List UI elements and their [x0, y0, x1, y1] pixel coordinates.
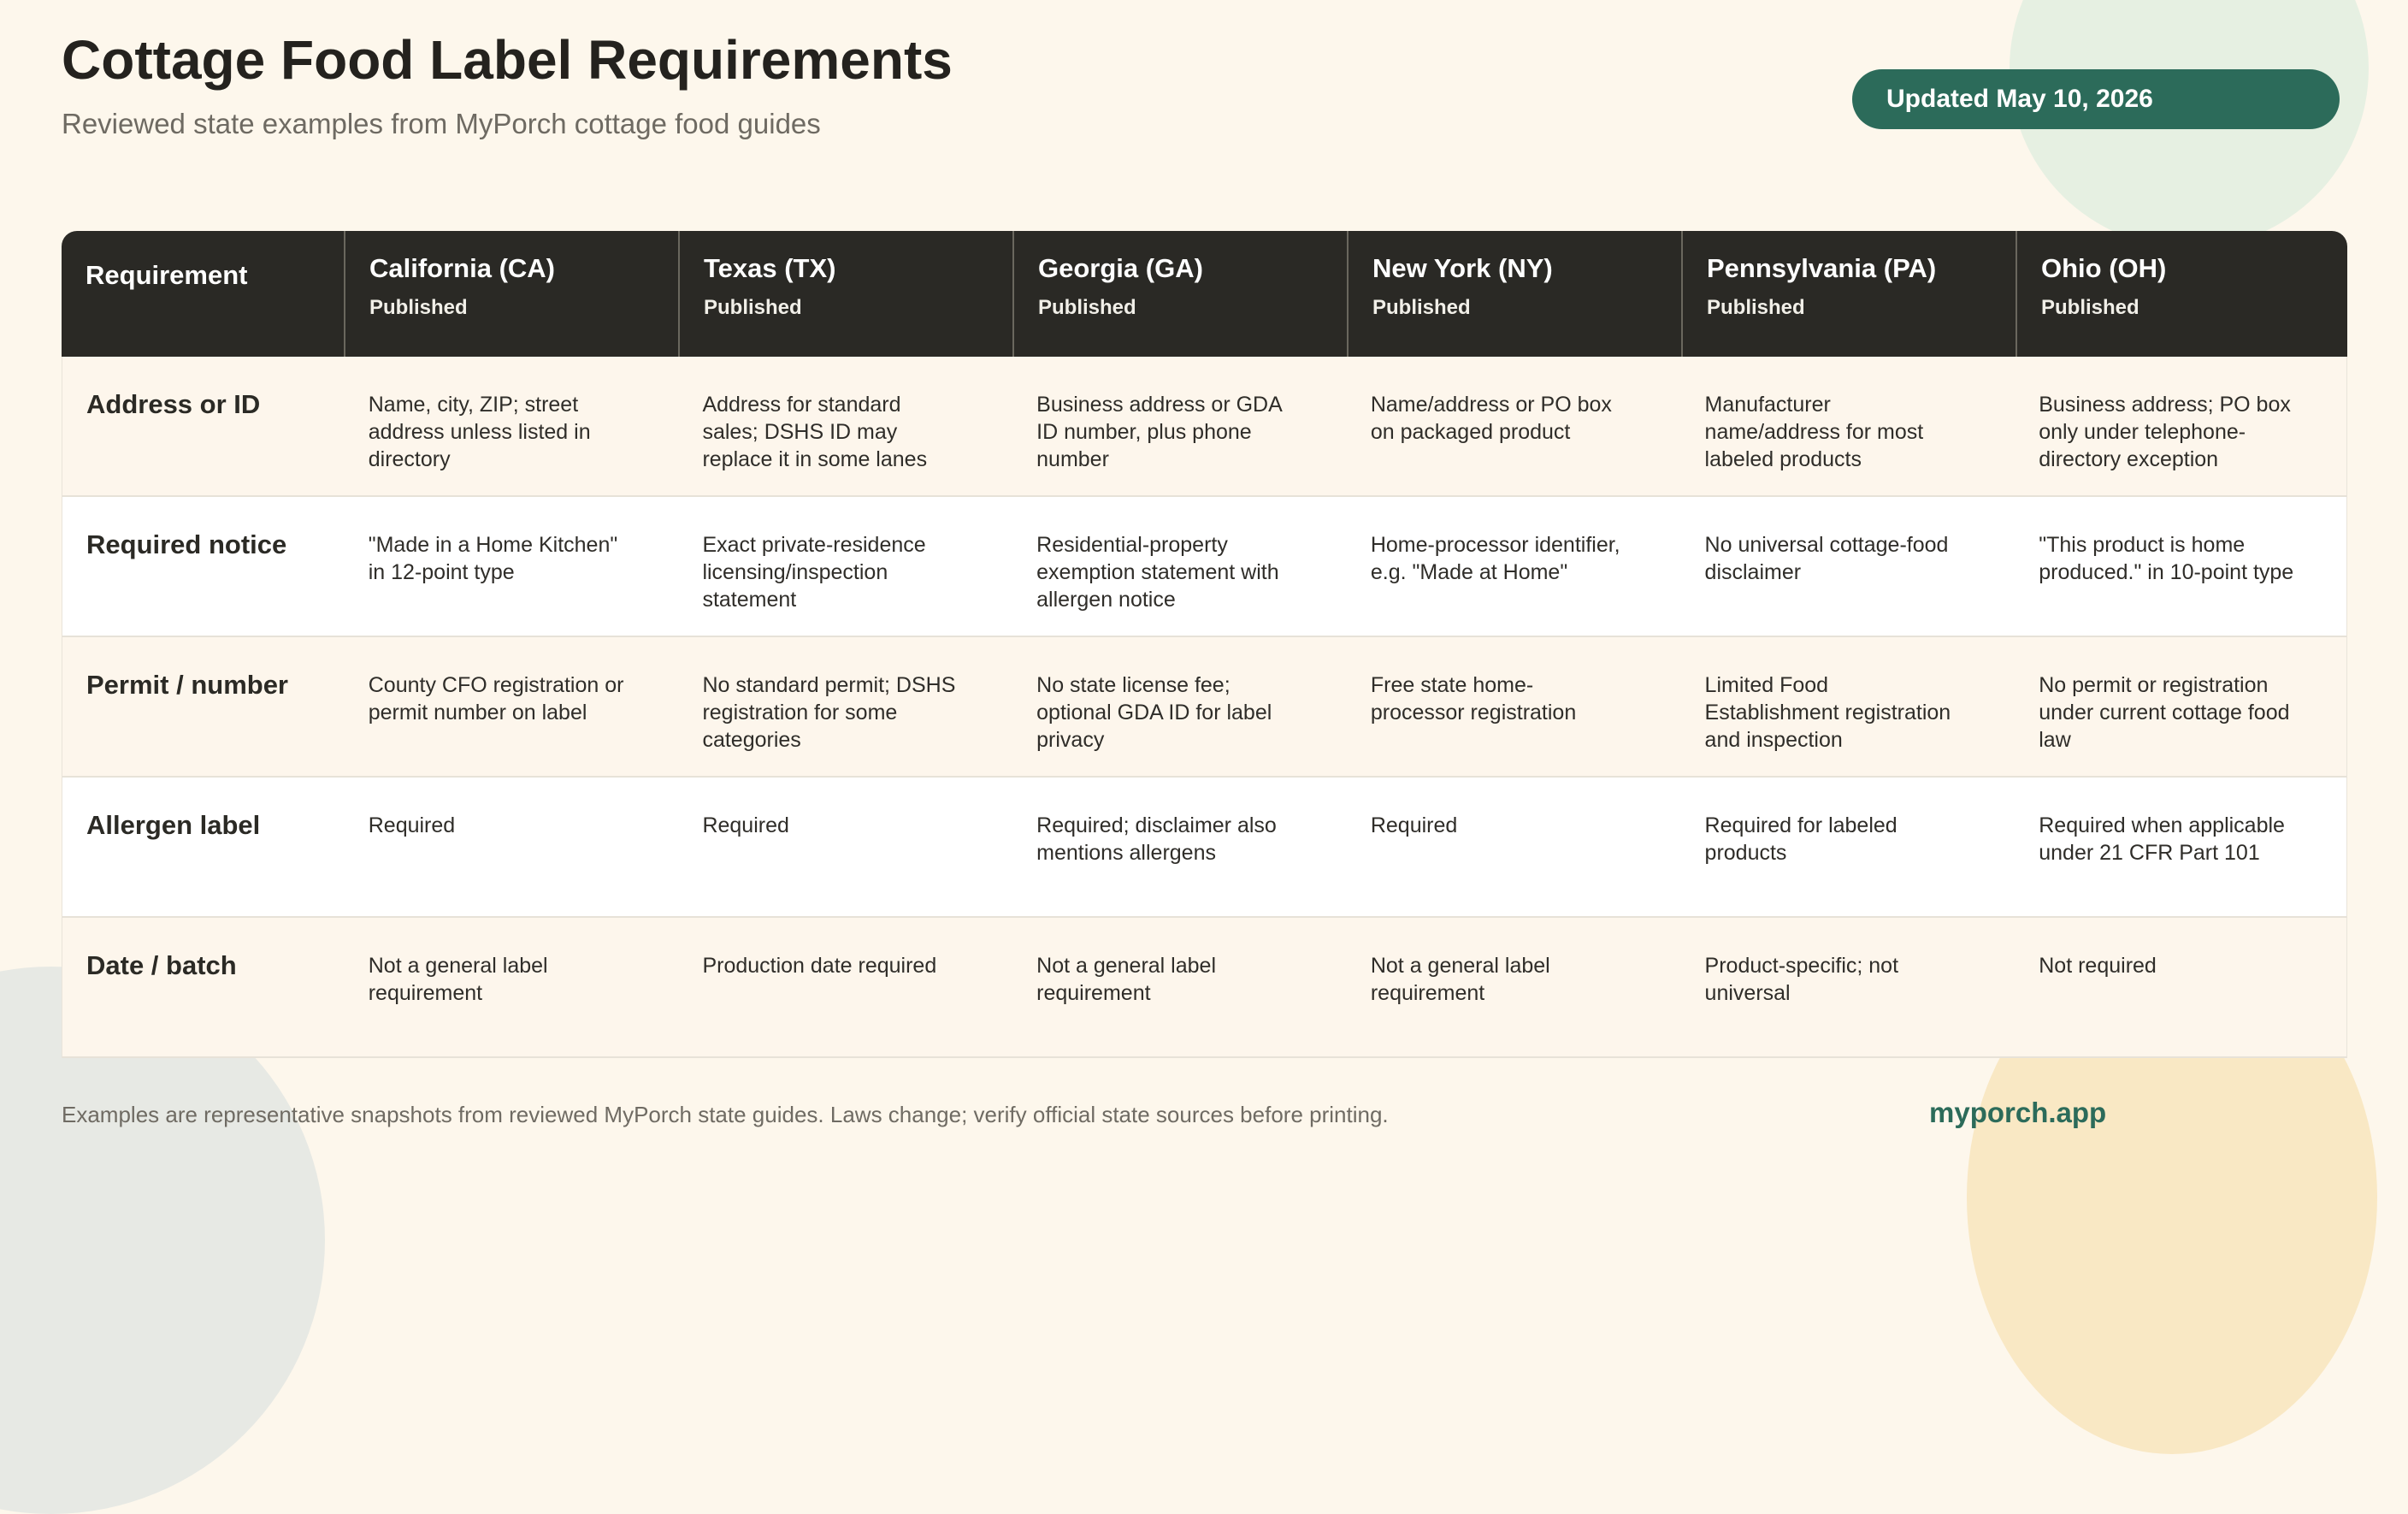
table-cell	[678, 778, 1012, 916]
table-cell	[678, 497, 1012, 636]
page-title: Cottage Food Label Requirements	[62, 29, 953, 91]
state-status: Published	[1372, 296, 1471, 319]
cell-text: Manufacturer name/address for most labeled products	[1704, 393, 1924, 471]
cell-text: Limited Food Establishment registration and inspection	[1704, 673, 1951, 752]
table-row-address-or-id	[62, 357, 2347, 497]
column-header-requirement	[62, 231, 344, 357]
cell-text: Required	[1370, 813, 1458, 837]
table-cell	[678, 357, 1012, 495]
table-row-permit-number	[62, 637, 2347, 778]
cell-text: Address for standard sales; DSHS ID may replace it in some lanes	[702, 393, 928, 471]
row-header: Date / batch	[86, 950, 237, 980]
cell-text: Required for labeled products	[1704, 813, 1897, 865]
table-cell	[1012, 637, 1347, 776]
cell-text: Business address or GDA ID number, plus phone number	[1036, 393, 1282, 471]
cell-text: Not a general label requirement	[1370, 954, 1550, 1005]
state-status: Published	[704, 296, 802, 319]
state-status: Published	[1038, 296, 1136, 319]
table-cell	[2015, 497, 2346, 636]
cell-text: Not a general label requirement	[1036, 954, 1217, 1005]
table-cell	[2015, 918, 2346, 1056]
cell-text: Free state home-processor registration	[1370, 673, 1577, 724]
table-cell	[678, 637, 1012, 776]
cell-text: No universal cottage-food disclaimer	[1704, 533, 1949, 584]
state-name: Ohio (OH)	[2041, 253, 2167, 283]
cell-text: No permit or registration under current cottage food law	[2039, 673, 2290, 752]
footnote: Examples are representative snapshots from reviewed MyPorch state guides. Laws change; verify official state sources before printing.	[62, 1102, 1389, 1127]
column-header-texas	[678, 231, 1012, 357]
table-cell	[678, 918, 1012, 1056]
cell-text: Name, city, ZIP; street address unless listed in directory	[368, 393, 591, 471]
table-cell	[345, 357, 679, 495]
table-row-date-batch	[62, 918, 2347, 1058]
cell-text: No standard permit; DSHS registration for some categories	[702, 673, 956, 752]
cell-text: No state license fee; optional GDA ID for label privacy	[1036, 673, 1272, 752]
table-cell	[1347, 497, 1681, 636]
table-cell	[1347, 778, 1681, 916]
cell-text: Home-processor identifier, e.g. "Made at Home"	[1370, 533, 1620, 584]
row-header: Required notice	[86, 529, 287, 559]
requirements-table	[62, 231, 2347, 1058]
table-row-allergen-label	[62, 778, 2347, 918]
state-name: California (CA)	[369, 253, 555, 283]
column-header-pennsylvania	[1681, 231, 2016, 357]
cell-text: Exact private-residence licensing/inspection statement	[702, 533, 926, 612]
page-subtitle: Reviewed state examples from MyPorch cottage food guides	[62, 108, 821, 139]
cell-text: County CFO registration or permit number on label	[368, 673, 624, 724]
state-status: Published	[369, 296, 468, 319]
cell-text: "This product is home produced." in 10-point type	[2039, 533, 2294, 584]
cell-text: Required when applicable under 21 CFR Part 101	[2039, 813, 2285, 865]
state-name: Georgia (GA)	[1038, 253, 1203, 283]
table-cell	[345, 778, 679, 916]
cell-text: "Made in a Home Kitchen" in 12-point type	[368, 533, 618, 584]
table-cell	[345, 637, 679, 776]
table-cell	[345, 918, 679, 1056]
row-header: Allergen label	[86, 810, 261, 840]
cell-text: Product-specific; not universal	[1704, 954, 1899, 1005]
row-header: Permit / number	[86, 670, 288, 700]
table-cell	[1347, 918, 1681, 1056]
table-cell	[1681, 778, 2016, 916]
table-cell	[1012, 918, 1347, 1056]
cell-text: Not a general label requirement	[368, 954, 548, 1005]
table-cell	[2015, 357, 2346, 495]
state-status: Published	[2041, 296, 2139, 319]
cell-text: Required; disclaimer also mentions allergens	[1036, 813, 1277, 865]
column-header-ohio	[2016, 231, 2347, 357]
cell-text: Business address; PO box only under telephone-directory exception	[2039, 393, 2291, 471]
table-cell	[1347, 357, 1681, 495]
table-cell	[345, 497, 679, 636]
cell-text: Production date required	[702, 954, 937, 978]
row-header: Address or ID	[86, 389, 261, 419]
state-name: New York (NY)	[1372, 253, 1553, 283]
table-cell	[1012, 778, 1347, 916]
table-cell	[2015, 637, 2346, 776]
column-header-georgia	[1012, 231, 1347, 357]
table-cell	[1347, 637, 1681, 776]
state-name: Texas (TX)	[704, 253, 836, 283]
table-row-required-notice	[62, 497, 2347, 637]
state-name: Pennsylvania (PA)	[1707, 253, 1937, 283]
cell-text: Required	[368, 813, 456, 837]
column-header-label: Requirement	[86, 260, 248, 290]
column-header-new-york	[1347, 231, 1681, 357]
cell-text: Required	[702, 813, 789, 837]
cell-text: Residential-property exemption statement with allergen notice	[1036, 533, 1279, 612]
table-cell	[1681, 918, 2016, 1056]
table-cell	[1012, 497, 1347, 636]
table-cell	[1681, 637, 2016, 776]
table-cell	[2015, 778, 2346, 916]
cell-text: Not required	[2039, 954, 2157, 978]
column-header-california	[344, 231, 678, 357]
state-status: Published	[1707, 296, 1805, 319]
cell-text: Name/address or PO box on packaged product	[1370, 393, 1612, 444]
table-cell	[1012, 357, 1347, 495]
updated-badge: Updated May 10, 2026	[1852, 69, 2340, 129]
table-cell	[1681, 357, 2016, 495]
brand-link[interactable]: myporch.app	[1929, 1097, 2107, 1128]
table-header	[62, 231, 2347, 357]
table-cell	[1681, 497, 2016, 636]
